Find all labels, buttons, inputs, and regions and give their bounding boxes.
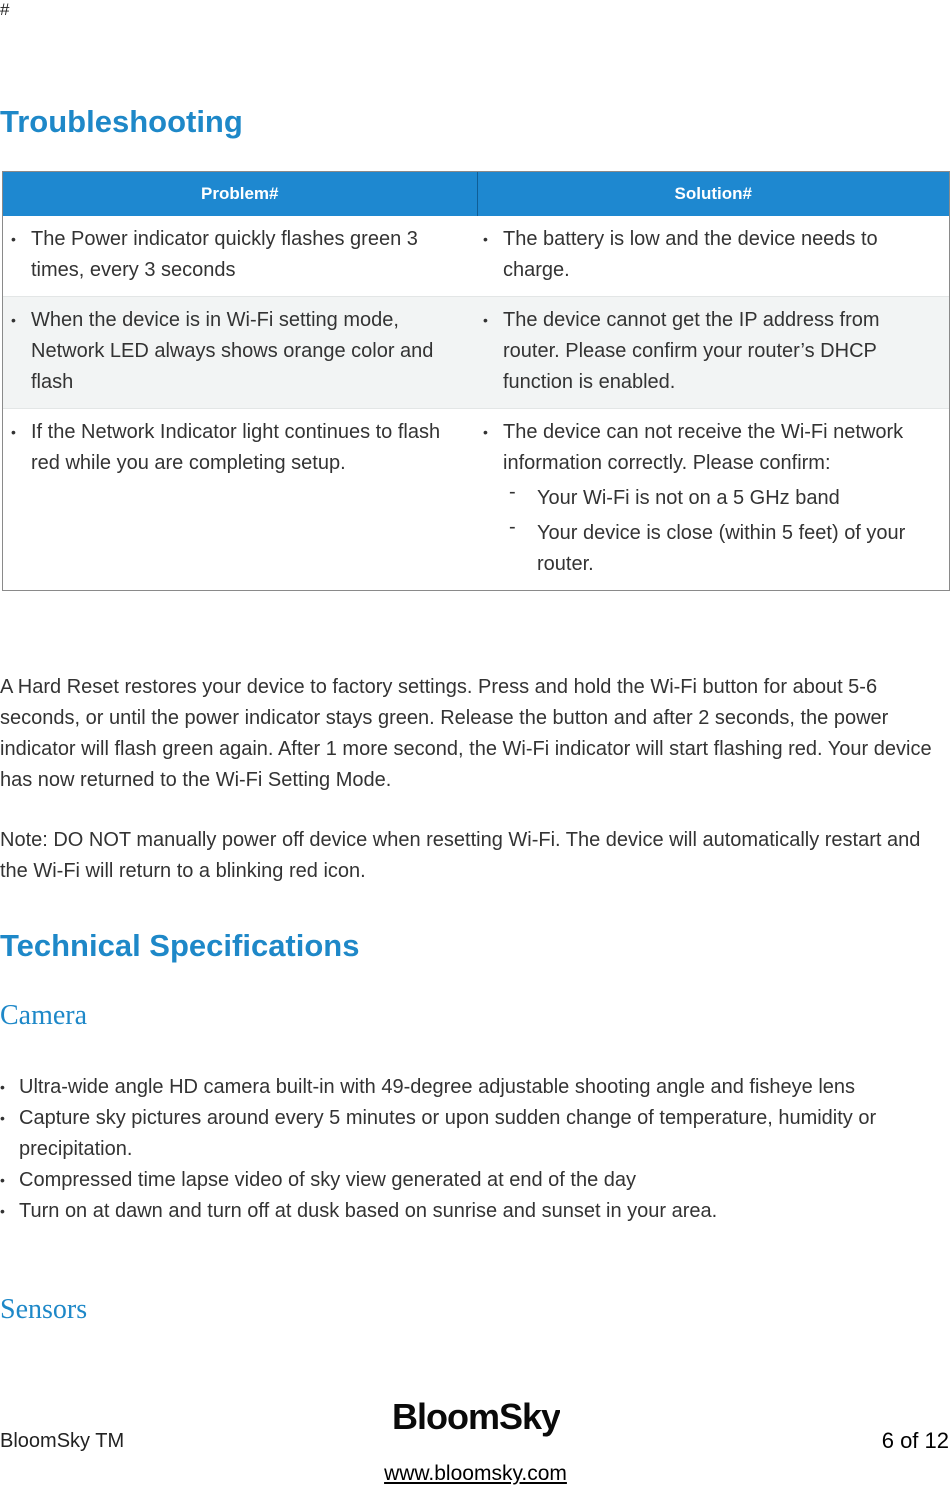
sub-item-text: Your device is close (within 5 feet) of your router. — [537, 522, 906, 575]
bullet-icon: • — [483, 312, 488, 328]
camera-item-text: Turn on at dawn and turn off at dusk based on sunrise and sunset in your area. — [19, 1200, 718, 1222]
bullet-icon: • — [11, 424, 16, 440]
camera-heading: Camera — [0, 1000, 88, 1031]
bloomsky-logo — [390, 1396, 560, 1440]
sensors-heading: Sensors — [0, 1294, 88, 1325]
troubleshooting-heading: Troubleshooting — [0, 104, 243, 139]
sub-item-text: Your Wi-Fi is not on a 5 GHz band — [537, 487, 840, 509]
list-item — [0, 1103, 951, 1165]
solution-text: The device can not receive the Wi-Fi network information correctly. Please confirm: — [503, 421, 904, 474]
footer-brand: BloomSky TM — [0, 1430, 125, 1452]
header-problem: Problem# — [201, 184, 279, 203]
tech-specs-heading: Technical Specifications — [0, 928, 360, 963]
bullet-icon: • — [0, 1172, 5, 1188]
list-item — [0, 1165, 951, 1196]
table-row — [3, 408, 949, 590]
bullet-icon: • — [11, 231, 16, 247]
camera-list — [0, 1072, 951, 1227]
table-row — [3, 296, 949, 408]
troubleshooting-table — [2, 171, 950, 591]
camera-item-text: Capture sky pictures around every 5 minutes or upon sudden change of temperature, humidity or precipitation. — [19, 1107, 877, 1160]
header-solution: Solution# — [477, 172, 950, 216]
list-item — [0, 1072, 951, 1103]
bullet-icon: • — [0, 1203, 5, 1219]
list-item — [0, 1196, 951, 1227]
camera-item-text: Ultra-wide angle HD camera built-in with 49-degree adjustable shooting angle and fisheye lens — [19, 1076, 856, 1098]
bullet-icon: • — [0, 1079, 5, 1095]
hard-reset-paragraph: A Hard Reset restores your device to factory settings. Press and hold the Wi-Fi button for about 5-6 seconds, or until the power indicator stays green. Release the button and after 2 seconds, the power indicator will flash green again. After 1 more second, the Wi-Fi indicator will start flashing red. Your device has now returned to the Wi-Fi Setting Mode. — [0, 676, 932, 791]
website-link[interactable]: www.bloomsky.com — [384, 1462, 567, 1485]
bullet-icon: • — [483, 231, 488, 247]
problem-text: The Power indicator quickly flashes green 3 times, every 3 seconds — [31, 228, 418, 281]
page-mark: # — [0, 0, 10, 19]
dash-icon: - — [509, 516, 516, 538]
camera-item-text: Compressed time lapse video of sky view generated at end of the day — [19, 1169, 637, 1191]
problem-text: If the Network Indicator light continues to flash red while you are completing setup. — [31, 421, 441, 474]
bullet-icon: • — [11, 312, 16, 328]
problem-text: When the device is in Wi-Fi setting mode, Network LED always shows orange color and flash — [31, 309, 434, 393]
solution-text: The device cannot get the IP address from router. Please confirm your router’s DHCP function is enabled. — [503, 309, 880, 393]
table-row — [3, 216, 949, 296]
solution-text: The battery is low and the device needs to charge. — [503, 228, 878, 281]
page-number: 6 of 12 — [881, 1428, 949, 1453]
note-paragraph: Note: DO NOT manually power off device when resetting Wi-Fi. The device will automatically restart and the Wi-Fi will return to a blinking red icon. — [0, 829, 921, 882]
bullet-icon: • — [483, 424, 488, 440]
dash-icon: - — [509, 481, 516, 503]
bullet-icon: • — [0, 1110, 5, 1126]
table-header — [3, 172, 949, 216]
logo-wordmark: BloomSky — [392, 1396, 560, 1437]
